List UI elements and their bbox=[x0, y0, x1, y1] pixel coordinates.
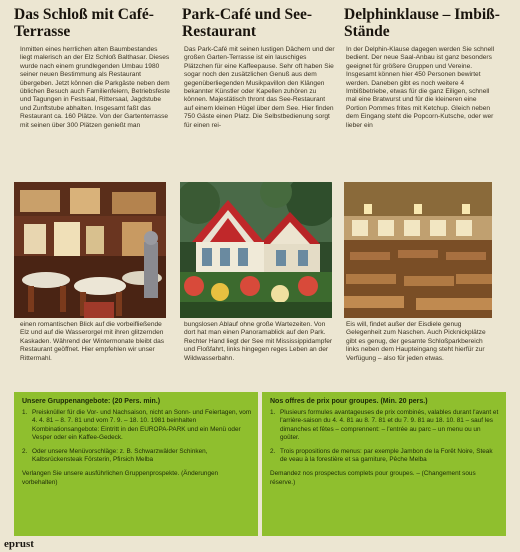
offer-footer-french: Demandez nos prospectus complets pour groupes. – (Changement sous réserve.) bbox=[270, 470, 476, 486]
text-park-cafe-continuation: bungslosen Ablauf ohne große Wartezeiten. Von dort hat man einen Panoramablick auf den Park. Rechter Hand liegt der See mit Mississippidampfer und Floßfahrt, links hingegen reges Leben an der Wildwasserbahn. bbox=[184, 321, 333, 362]
text-delphinklause-continuation: Eis will, findet außer der Eisdiele genug Gelegenheit zum Naschen. Auch Picknickplätze gibt es genug, der gesamte Schloßparkbereich links neben dem Haupteingang steht hierfür zur Verfügung – also für jeden etwas. bbox=[346, 321, 486, 362]
offer-item-number: 2. bbox=[270, 448, 276, 456]
text-delphinklause-intro: In der Delphin-Klause dagegen werden Sie schnell bedient. Der neue Saal-Anbau ist ganz besonders geeignet für größere Gruppen und Vereine. Insgesamt können hier 450 Personen bewirtet werden. Daneben gibt es noch weitere 4 Imbißbetriebe, etwas für die ganz Eiligen, schnell mal eine Bratwurst und für die kleineren eine Portion Pommes frites mit Ketchup. Gleich neben dem Eingang steht die Popcorn-Kutsche, oder wer lieber ein bbox=[346, 46, 495, 129]
heading-delphinklause: Delphinklause – Imbiß-Stände bbox=[344, 6, 500, 40]
offer-item-number: 1. bbox=[270, 409, 276, 417]
heading-schloss: Das Schloß mit Café-Terrasse bbox=[14, 6, 154, 40]
text-park-cafe-intro: Das Park-Café mit seinen lustigen Dächern und der großen Garten-Terrasse ist ein lauschiges Plätzchen für eine Kaffeepause. Sehr oft haben Sie sogar noch den zusätzlichen Genuß aus dem gegenüberliegenden Musikpavillon den Klängen bekannter Künstler oder Kapellen zuhören zu können. Majestätisch thront das See-Restaurant auf einem kleinen Hügel über dem See. Hier finden 750 Gäste einen Platz. Die Selbstbedienung sorgt für einen rei- bbox=[184, 46, 335, 129]
offer-item-french-2 bbox=[270, 448, 500, 464]
offer-item-text: Plusieurs formules avantageuses de prix combinés, valables durant l'avant et l'arrière-saison du 4. 4. 81 au 8. 7. 81 et du 7. 9. 81 au 18. 10. 81 – sauf les dimanches et fêtes – comprennent: – l'entrée au parc – un menu ou un goûter. bbox=[280, 409, 499, 441]
photo-delphin-saal bbox=[344, 182, 492, 318]
offer-item-text: Oder unsere Menüvorschläge: z. B. Schwarzwälder Schinken, Kalbsrückensteak Försterin, Pfirsich Melba bbox=[32, 448, 208, 464]
offer-item-number: 1. bbox=[22, 409, 28, 417]
offer-item-german-1 bbox=[22, 409, 252, 442]
heading-park-cafe: Park-Café und See-Restaurant bbox=[182, 6, 313, 40]
offer-heading-french: Nos offres de prix pour groupes. (Min. 20 pers.) bbox=[270, 398, 428, 405]
offer-item-french-1 bbox=[270, 409, 500, 442]
text-schloss-continuation: einen romantischen Blick auf die vorbeifließende Elz und auf die Wasserorgel mit ihren glitzernden Kaskaden. Während der Wintermonate bleibt das Restaurant geöffnet. Hier empfehlen wir unser Rittermahl. bbox=[20, 321, 165, 362]
offer-item-text: Preisknüller für die Vor- und Nachsaison, nicht an Sonn- und Feiertagen, vom 4. 4. 81 – 8. 7. 81 und vom 7. 9. – 18. 10. 1981 beinhalten Kombinationsangebote: Eintritt in den EUROPA-PARK und ein Menü oder Vesper oder ein Kaffee-Gedeck. bbox=[32, 409, 252, 441]
photo-schloss-interior bbox=[14, 182, 166, 318]
photo-park-cafe bbox=[180, 182, 332, 318]
offer-box-french bbox=[262, 392, 506, 536]
text-schloss-intro: Inmitten eines herrlichen alten Baumbestandes liegt malerisch an der Elz Schloß Balthasar. Dieses wurde nach einem grundlegenden Umbau 1980 seiner neuen Bestimmung als Restaurant übergeben. Jetzt können die Parkgäste neben dem üblichen Besuch auch Familienfeiern, Betriebsfeste und Tagungen in Festsaal, Rittersaal, Jagdstube und Zunftstube abhalten. Insgesamt faßt das Restaurant ca. 160 Plätze. Von der Gartenterrasse mit seinen über 300 Plätzen genießt man bbox=[20, 46, 170, 129]
offer-item-text: Trois propositions de menus: par exemple Jambon de la Forêt Noire, Steak de veau à la forestière et sa garniture, Pêche Melba bbox=[280, 448, 493, 464]
offer-footer-german: Verlangen Sie unsere ausführlichen Gruppenprospekte. (Änderungen vorbehalten) bbox=[22, 470, 219, 486]
offer-box-german bbox=[14, 392, 258, 536]
signature-label: eprust bbox=[4, 538, 34, 550]
offer-item-german-2 bbox=[22, 448, 252, 464]
offer-heading-german: Unsere Gruppenangebote: (20 Pers. min.) bbox=[22, 398, 161, 405]
offer-item-number: 2. bbox=[22, 448, 28, 456]
